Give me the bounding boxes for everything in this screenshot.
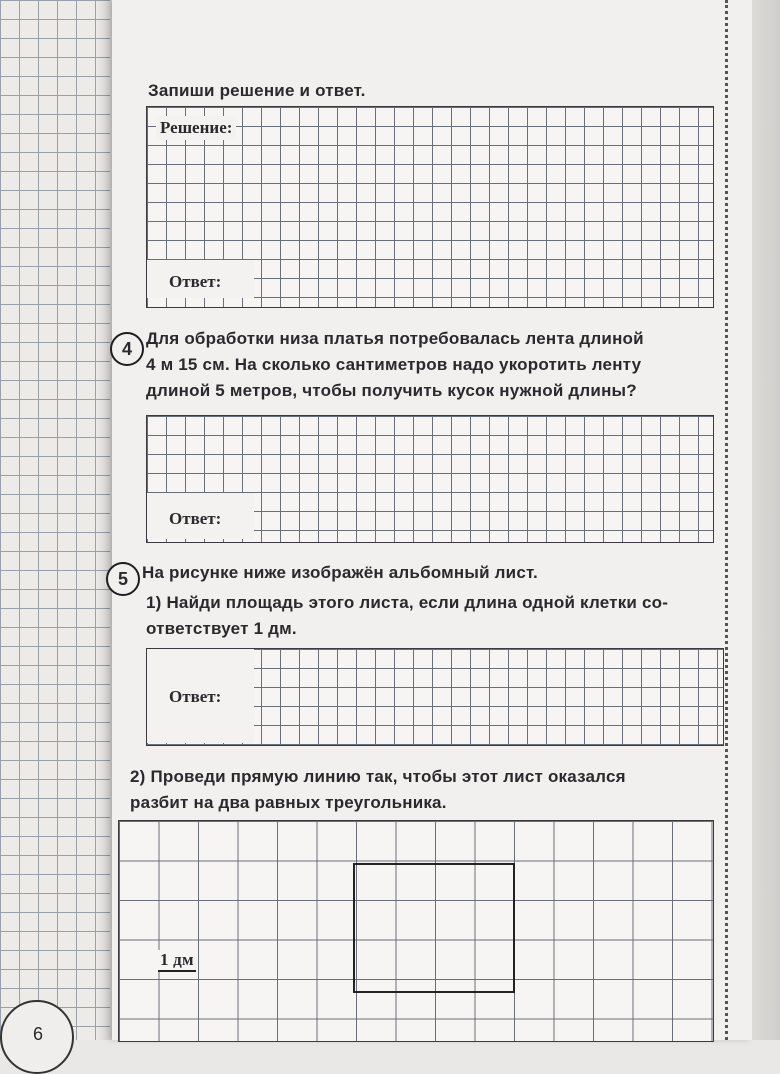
task-number-4: 4 bbox=[110, 332, 144, 366]
scale-bar bbox=[158, 970, 196, 972]
task5-q1-line2: ответствует 1 дм. bbox=[146, 619, 297, 638]
perforation-line bbox=[725, 0, 728, 1040]
task4-line1: Для обработки низа платья потребовалась лента длиной bbox=[146, 329, 644, 348]
page-edge bbox=[752, 0, 780, 1040]
page-number-badge bbox=[0, 1000, 74, 1074]
task5-q2-line1: 2) Проведи прямую линию так, чтобы этот лист оказался bbox=[130, 767, 626, 786]
task5-intro: На рисунке ниже изображён альбомный лист. bbox=[142, 563, 538, 582]
answer-label-task5-box bbox=[147, 649, 254, 743]
task4-line2: 4 м 15 см. На сколько сантиметров надо укоротить ленту bbox=[146, 355, 642, 374]
task5-q2-line2: разбит на два равных треугольника. bbox=[130, 793, 447, 812]
task4-line3: длиной 5 метров, чтобы получить кусок нужной длины? bbox=[146, 381, 637, 400]
answer-label-task4: Ответ: bbox=[169, 509, 222, 528]
answer-label-task3-box bbox=[147, 260, 254, 298]
answer-label-task5: Ответ: bbox=[169, 687, 222, 706]
page-number: 6 bbox=[33, 1024, 44, 1044]
task-number-5: 5 bbox=[106, 562, 140, 596]
answer-label-task4-box bbox=[147, 493, 254, 539]
notebook-background bbox=[0, 0, 110, 1040]
scale-label: 1 дм bbox=[160, 950, 194, 969]
album-sheet-rectangle bbox=[353, 863, 515, 993]
solution-label: Решение: bbox=[156, 116, 236, 140]
answer-label-task3: Ответ: bbox=[169, 272, 222, 291]
task5-q1-line1: 1) Найди площадь этого листа, если длина одной клетки со- bbox=[146, 593, 669, 612]
instruction-text: Запиши решение и ответ. bbox=[148, 81, 366, 100]
